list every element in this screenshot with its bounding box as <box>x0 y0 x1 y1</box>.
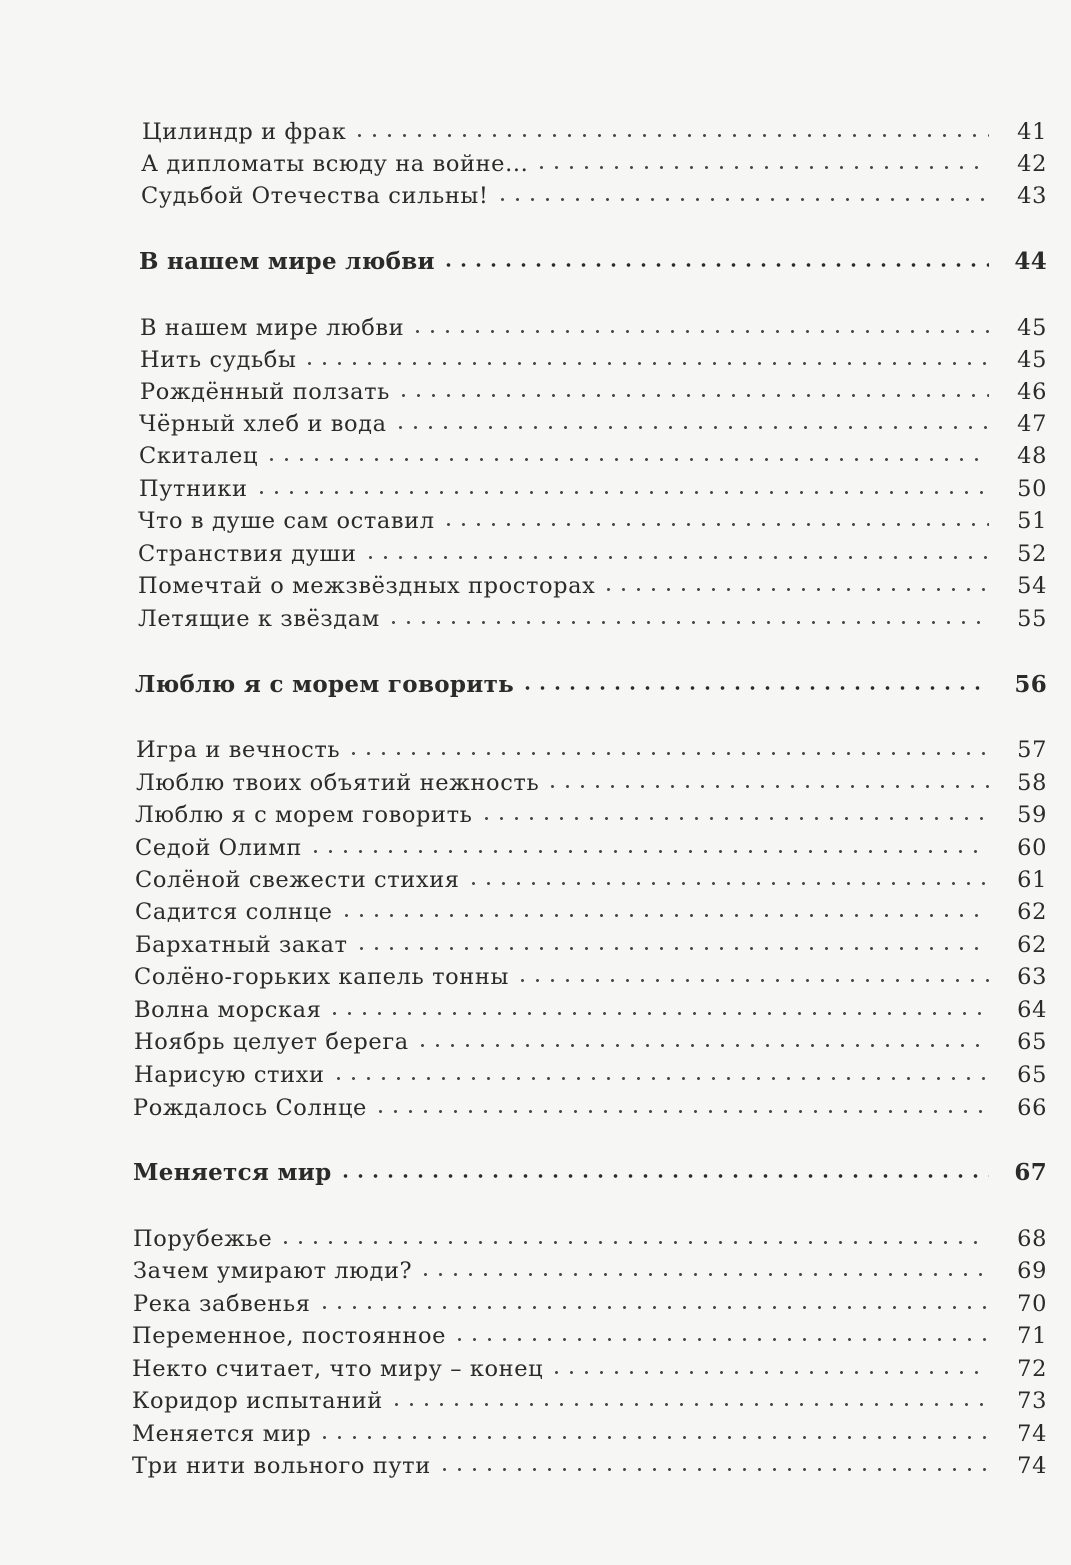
dot-leader <box>437 1467 989 1472</box>
toc-page-number: 48 <box>1017 443 1047 469</box>
dot-leader <box>327 1011 989 1016</box>
toc-page-number: 69 <box>1017 1258 1047 1284</box>
toc-entry <box>138 567 1047 599</box>
toc-page-number: 41 <box>1017 119 1047 145</box>
toc-page-number: 64 <box>1017 997 1047 1023</box>
dot-leader <box>264 457 989 462</box>
toc-entry <box>135 926 1047 958</box>
toc-entry <box>134 991 1047 1023</box>
dot-leader <box>479 816 989 821</box>
toc-page-number: 52 <box>1017 541 1047 567</box>
toc-page-number: 62 <box>1017 899 1047 925</box>
toc-page-number: 70 <box>1017 1291 1047 1317</box>
toc-entry-title: Зачем умирают люди? <box>133 1258 413 1284</box>
toc-entry-title: Бархатный закат <box>135 932 348 958</box>
toc-entry-title: Путники <box>139 476 248 502</box>
toc-entry-title: Меняется мир <box>133 1159 332 1186</box>
toc-entry <box>133 1089 1047 1121</box>
toc-page-number: 44 <box>1014 248 1047 275</box>
dot-leader <box>278 1240 989 1245</box>
toc-page-number: 62 <box>1017 932 1047 958</box>
dot-leader <box>317 1435 989 1440</box>
dot-leader <box>452 1337 989 1342</box>
toc-entry-title: Солёно-горьких капель тонны <box>134 964 509 990</box>
dot-leader <box>601 587 989 592</box>
toc-page-number: 45 <box>1017 347 1047 373</box>
toc-entry-title: Чёрный хлеб и вода <box>139 411 387 437</box>
dot-leader <box>393 425 989 430</box>
toc-page-number: 68 <box>1017 1226 1047 1252</box>
toc-entry <box>134 1056 1047 1088</box>
toc-entry <box>138 502 1047 534</box>
toc-entry <box>132 1415 1047 1447</box>
toc-section-heading <box>133 1154 1047 1186</box>
toc-entry-title: Солёной свежести стихия <box>135 867 460 893</box>
toc-page-number: 57 <box>1017 737 1047 763</box>
toc-entry <box>132 1317 1047 1349</box>
toc-entry <box>133 1252 1047 1284</box>
dot-leader <box>354 946 989 951</box>
toc-page-number: 66 <box>1017 1095 1047 1121</box>
toc-entry-title: Игра и вечность <box>136 737 341 763</box>
toc-page-number: 72 <box>1017 1356 1047 1382</box>
dot-leader <box>466 881 989 886</box>
toc-entry <box>135 893 1047 925</box>
toc-entry <box>132 1382 1047 1414</box>
dot-leader <box>549 1370 989 1375</box>
toc-entry-title: Люблю я с морем говорить <box>135 671 515 698</box>
dot-leader <box>254 490 989 495</box>
toc-entry <box>132 1447 1047 1479</box>
toc-page-number: 67 <box>1014 1159 1047 1186</box>
toc-entry <box>133 1220 1047 1252</box>
dot-leader <box>545 784 989 789</box>
toc-page-number: 74 <box>1017 1421 1047 1447</box>
toc-page-number: 65 <box>1017 1029 1047 1055</box>
toc-entry-title: Седой Олимп <box>135 835 302 861</box>
toc-entry-title: Порубежье <box>133 1226 273 1252</box>
toc-entry-title: Некто считает, что миру – конец <box>132 1356 544 1382</box>
toc-entry <box>140 309 1047 341</box>
toc-entry <box>136 731 1047 763</box>
toc-entry-title: Люблю я с морем говорить <box>135 802 473 828</box>
toc-entry-title: Меняется мир <box>132 1421 312 1447</box>
dot-leader <box>534 165 989 170</box>
dot-leader <box>410 329 989 334</box>
toc-entry-title: Садится солнце <box>135 899 333 925</box>
dot-leader <box>331 1076 989 1081</box>
toc-entry <box>138 535 1047 567</box>
dot-leader <box>317 1305 989 1310</box>
toc-entry-title: Помечтай о межзвёздных просторах <box>138 573 596 599</box>
toc-entry-title: Странствия души <box>138 541 357 567</box>
dot-leader <box>346 751 989 756</box>
toc-page-number: 74 <box>1017 1453 1047 1479</box>
toc-page-number: 59 <box>1017 802 1047 828</box>
toc-section-heading <box>135 666 1047 698</box>
toc-entry-title: Три нити вольного пути <box>132 1453 431 1479</box>
toc-entry-title: Река забвенья <box>133 1291 311 1317</box>
toc-entry <box>138 600 1047 632</box>
toc-page-number: 56 <box>1014 671 1047 698</box>
toc-entry-title: Ноябрь целует берега <box>134 1029 409 1055</box>
toc-page-number: 50 <box>1017 476 1047 502</box>
toc-entry-title: Рождалось Солнце <box>133 1095 367 1121</box>
toc-entry-title: В нашем мире любви <box>140 315 405 341</box>
toc-page-number: 65 <box>1017 1062 1047 1088</box>
dot-leader <box>389 1402 989 1407</box>
toc-entry <box>134 1023 1047 1055</box>
dot-leader <box>515 978 989 983</box>
dot-leader <box>302 361 989 366</box>
toc-entry <box>135 796 1047 828</box>
toc-page-number: 45 <box>1017 315 1047 341</box>
toc-entry-title: Нить судьбы <box>140 347 297 373</box>
dot-leader <box>363 555 989 560</box>
toc-entry-title: Волна морская <box>134 997 322 1023</box>
toc-entry-title: Скиталец <box>139 443 259 469</box>
dot-leader <box>418 1272 989 1277</box>
toc-page-number: 60 <box>1017 835 1047 861</box>
toc-page-number: 63 <box>1017 964 1047 990</box>
toc-entry <box>135 829 1047 861</box>
toc-entry-title: Цилиндр и фрак <box>142 119 347 145</box>
toc-page-number: 73 <box>1017 1388 1047 1414</box>
toc-entry <box>141 145 1047 177</box>
toc-page-number: 61 <box>1017 867 1047 893</box>
toc-page-number: 51 <box>1017 508 1047 534</box>
toc-entry <box>139 405 1047 437</box>
toc-entry <box>139 437 1047 469</box>
toc-entry-title: Люблю твоих объятий нежность <box>136 770 540 796</box>
dot-leader <box>415 1043 989 1048</box>
dot-leader <box>373 1109 989 1114</box>
toc-page-number: 54 <box>1017 573 1047 599</box>
toc-entry <box>140 341 1047 373</box>
toc-entry-title: А дипломаты всюду на войне... <box>141 151 529 177</box>
dot-leader <box>396 393 989 398</box>
toc-entry-title: Судьбой Отечества сильны! <box>141 183 489 209</box>
dot-leader <box>386 620 989 625</box>
dot-leader <box>495 197 989 202</box>
dot-leader <box>441 522 989 527</box>
toc-entry <box>132 1350 1047 1382</box>
toc-page-number: 43 <box>1017 183 1047 209</box>
dot-leader <box>520 685 989 691</box>
toc-entry <box>142 113 1047 145</box>
toc-page-number: 58 <box>1017 770 1047 796</box>
toc-entry <box>133 1285 1047 1317</box>
toc-entry <box>139 470 1047 502</box>
dot-leader <box>339 913 990 918</box>
toc-page-number: 47 <box>1017 411 1047 437</box>
dot-leader <box>338 1173 989 1179</box>
toc-section-heading <box>139 243 1047 275</box>
toc-entry-title: Рождённый ползать <box>140 379 391 405</box>
toc-entry <box>140 373 1047 405</box>
toc-entry-title: Нарисую стихи <box>134 1062 325 1088</box>
toc-entry <box>136 764 1047 796</box>
toc-page-number: 46 <box>1017 379 1047 405</box>
toc-page-number: 55 <box>1017 606 1047 632</box>
toc-page-number: 42 <box>1017 151 1047 177</box>
toc-entry-title: Что в душе сам оставил <box>138 508 435 534</box>
dot-leader <box>352 133 989 138</box>
toc-entry-title: В нашем мире любви <box>139 248 435 275</box>
toc-entry <box>141 177 1047 209</box>
toc-entry <box>134 958 1047 990</box>
toc-page-number: 71 <box>1017 1323 1047 1349</box>
toc-entry-title: Летящие к звёздам <box>138 606 380 632</box>
dot-leader <box>441 262 989 268</box>
dot-leader <box>308 849 989 854</box>
toc-entry <box>135 861 1047 893</box>
toc-entry-title: Переменное, постоянное <box>132 1323 447 1349</box>
toc-entry-title: Коридор испытаний <box>132 1388 383 1414</box>
